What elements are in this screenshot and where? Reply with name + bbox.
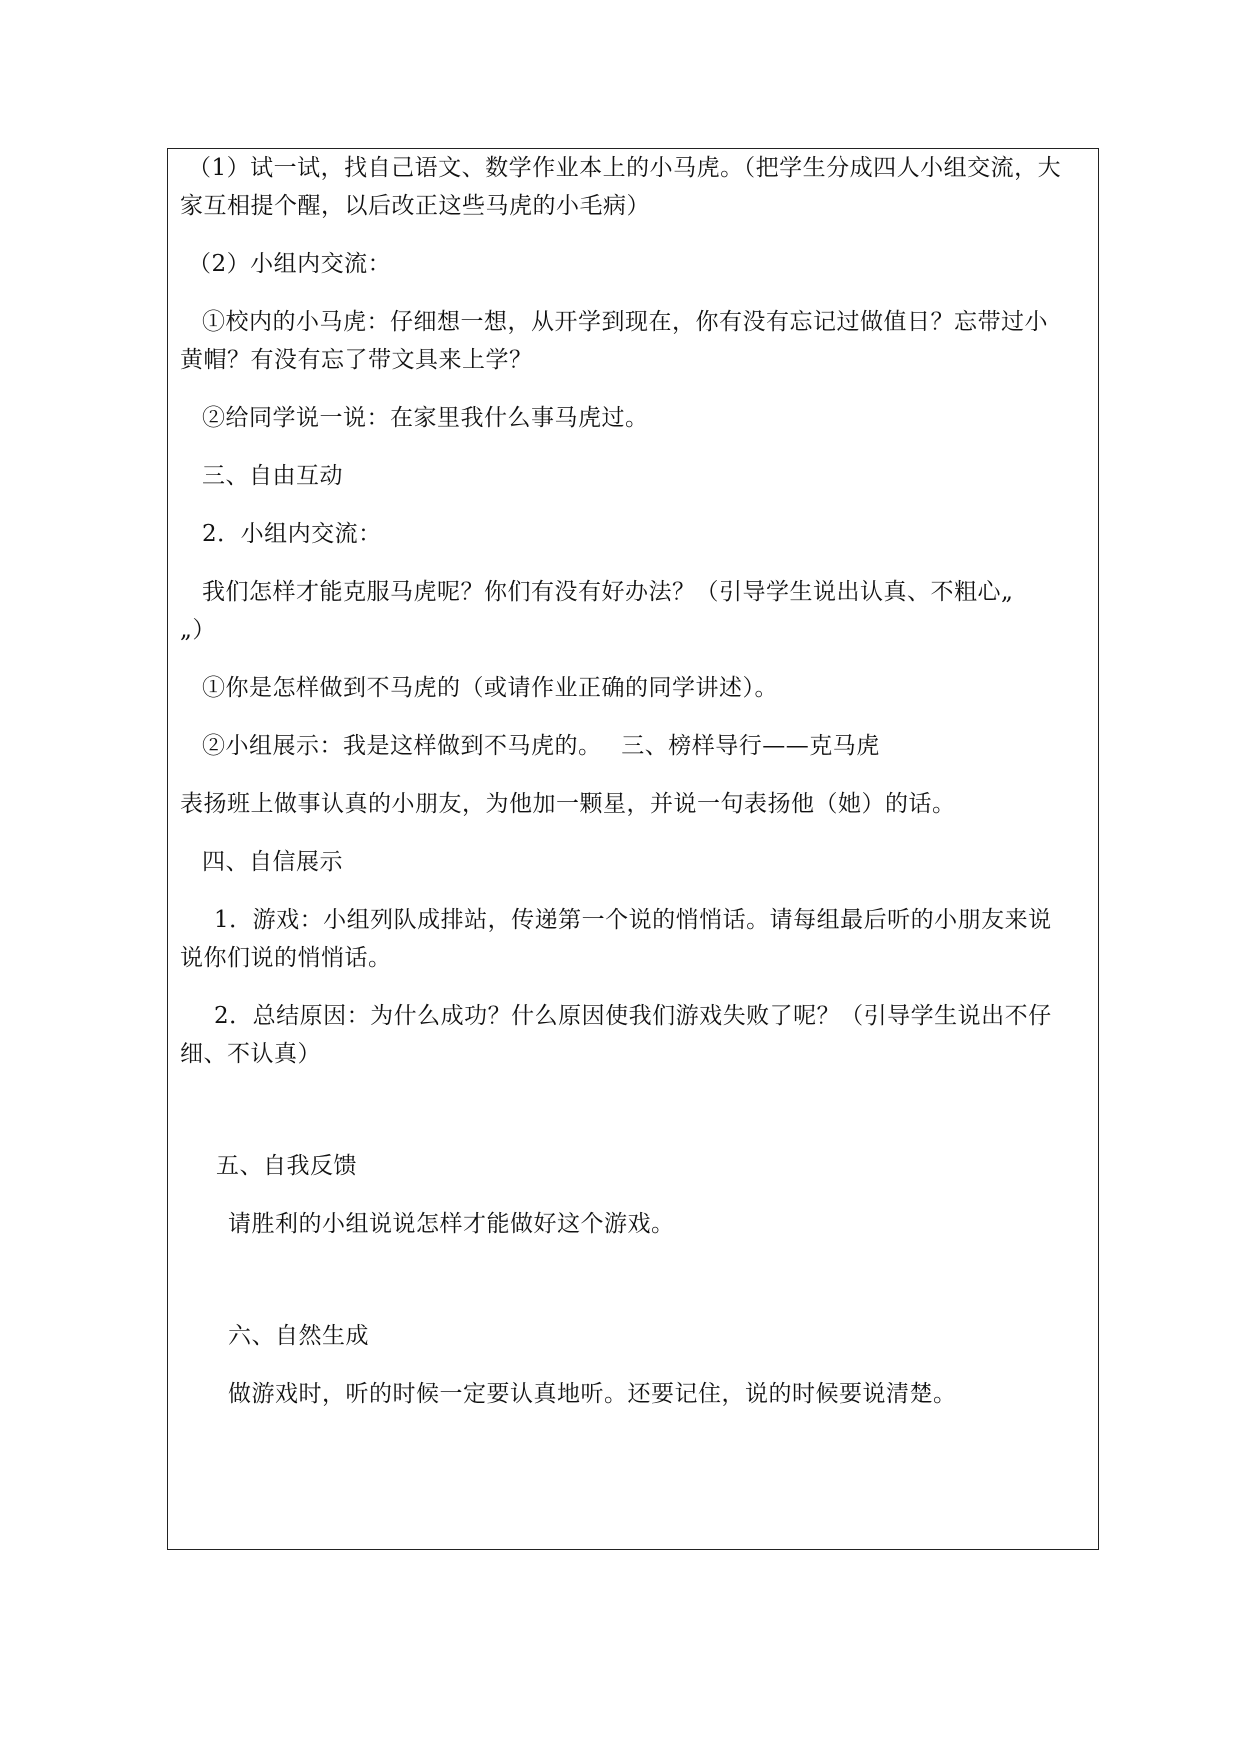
text-line: （2）小组内交流：: [188, 251, 392, 277]
text-line: 1．游戏：小组列队成排站，传递第一个说的悄悄话。请每组最后听的小朋友来说: [214, 907, 1052, 933]
text-line: 2．小组内交流：: [202, 521, 382, 547]
text-line: 黄帽？有没有忘了带文具来上学？: [180, 347, 533, 373]
text-line: 做游戏时，听的时候一定要认真地听。还要记住，说的时候要说清楚。: [228, 1381, 957, 1407]
text-line: ①校内的小马虎：仔细想一想，从开学到现在，你有没有忘记过做值日？忘带过小: [202, 309, 1048, 335]
text-line: 家互相提个醒，以后改正这些马虎的小毛病）: [180, 193, 650, 219]
text-line: 细、不认真）: [180, 1041, 321, 1067]
text-line: 请胜利的小组说说怎样才能做好这个游戏。: [228, 1211, 675, 1237]
text-line: 2．总结原因：为什么成功？什么原因使我们游戏失败了呢？（引导学生说出不仔: [214, 1003, 1052, 1029]
text-line: （1）试一试，找自己语文、数学作业本上的小马虎。（把学生分成四人小组交流，大: [188, 155, 1062, 181]
text-line: 表扬班上做事认真的小朋友，为他加一颗星，并说一句表扬他（她）的话。: [180, 791, 956, 817]
text-line: 我们怎样才能克服马虎呢？你们有没有好办法？（引导学生说出认真、不粗心„: [202, 579, 1014, 605]
text-line: ①你是怎样做到不马虎的（或请作业正确的同学讲述）。: [202, 675, 778, 701]
text-line: „）: [180, 617, 216, 643]
text-line: ②小组展示：我是这样做到不马虎的。 三、榜样导行——克马虎: [202, 733, 880, 759]
heading-free-interaction: 三、自由互动: [202, 463, 343, 489]
text-line: ②给同学说一说：在家里我什么事马虎过。: [202, 405, 649, 431]
heading-confidence-show: 四、自信展示: [202, 849, 343, 875]
heading-self-feedback: 五、自我反馈: [216, 1153, 357, 1179]
text-line: 说你们说的悄悄话。: [180, 945, 392, 971]
heading-natural-generation: 六、自然生成: [228, 1323, 369, 1349]
